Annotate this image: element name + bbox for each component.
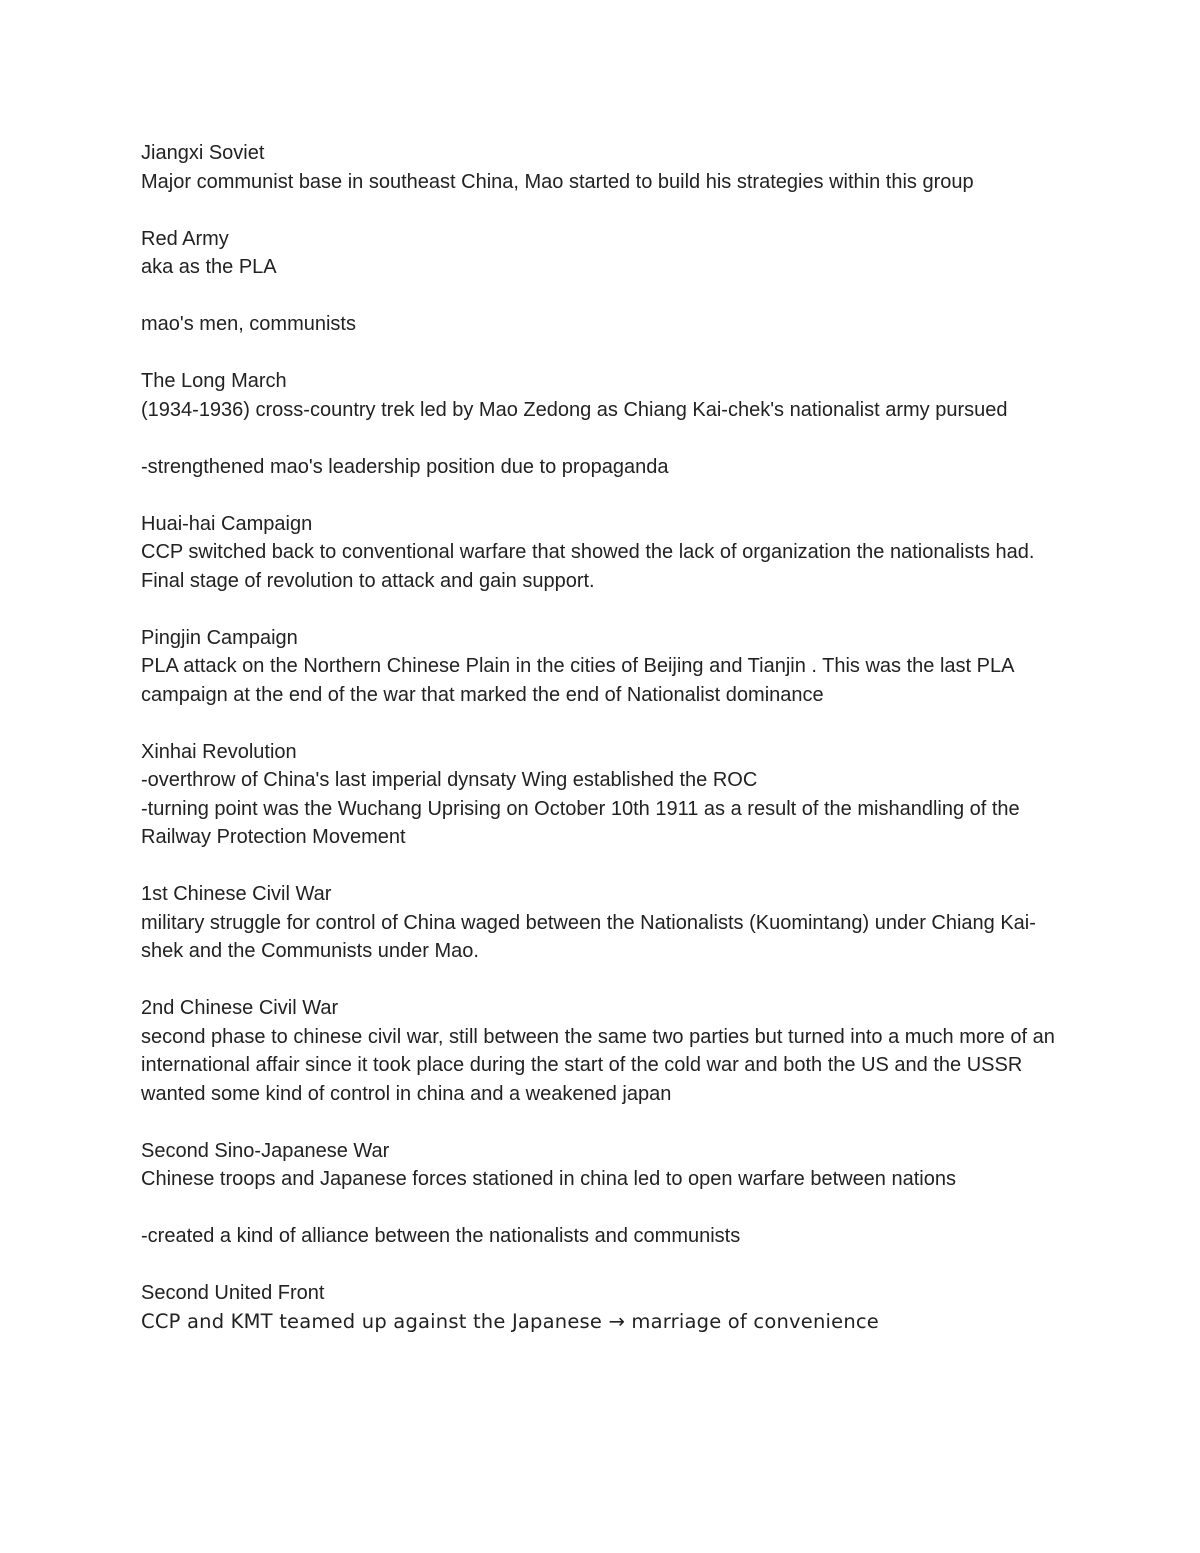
entry xyxy=(141,994,1071,1108)
blank-line xyxy=(141,709,1071,738)
blank-line xyxy=(141,1251,1071,1280)
entry-term: Second Sino-Japanese War xyxy=(141,1139,390,1162)
entry xyxy=(141,1279,1071,1336)
blank-line xyxy=(141,339,1071,368)
entry-term: Huai-hai Campaign xyxy=(141,512,313,535)
entry-text: -overthrow of China's last imperial dynsaty Wing established the ROC xyxy=(141,769,758,791)
entry xyxy=(141,624,1071,710)
entry-text: mao's men, communists xyxy=(141,313,356,335)
entry xyxy=(141,880,1071,966)
entry xyxy=(141,738,1071,852)
blank-line xyxy=(141,852,1071,881)
entry-term: Pingjin Campaign xyxy=(141,626,298,649)
entry-text: military struggle for control of China waged between the Nationalists (Kuomintang) under Chiang Kai-shek and the Communists under Mao. xyxy=(141,911,1036,962)
entry-text: -strengthened mao's leadership position due to propaganda xyxy=(141,455,669,478)
entry-text: CCP and KMT teamed up against the Japanese → marriage of convenience xyxy=(141,1309,879,1333)
entry-text: -turning point was the Wuchang Uprising on October 10th 1911 as a result of the mishandling of the Railway Protection Movement xyxy=(141,797,1026,848)
entry-text: second phase to chinese civil war, still between the same two parties but turned into a much more of an international affair since it took place during the start of the cold war and both the US and the USSR wanted some kind of control in china and a weakened japan xyxy=(141,1025,1061,1105)
entry-text: PLA attack on the Northern Chinese Plain in the cities of Beijing and Tianjin . This was the last PLA campaign at the end of the war that marked the end of Nationalist dominance xyxy=(141,655,1019,706)
blank-line xyxy=(141,1194,1071,1223)
entry-term: The Long March xyxy=(141,370,287,392)
entry-term: Second United Front xyxy=(141,1282,325,1304)
entry xyxy=(141,367,1071,481)
blank-line xyxy=(141,595,1071,624)
entry-term: Jiangxi Soviet xyxy=(141,142,265,164)
entry-term: 1st Chinese Civil War xyxy=(141,883,332,905)
entry xyxy=(141,510,1071,596)
entry-text: (1934-1936) cross-country trek led by Mao Zedong as Chiang Kai-chek's nationalist army pursued xyxy=(141,398,1008,421)
blank-line xyxy=(141,196,1071,225)
blank-line xyxy=(141,424,1071,453)
blank-line xyxy=(141,1108,1071,1137)
blank-line xyxy=(141,481,1071,510)
entry xyxy=(141,225,1071,339)
entry-text: Chinese troops and Japanese forces stationed in china led to open warfare between nations xyxy=(141,1168,956,1190)
entry-text: -created a kind of alliance between the nationalists and communists xyxy=(141,1225,741,1247)
entry-term: Xinhai Revolution xyxy=(141,740,297,763)
document-content xyxy=(141,139,1071,1336)
entry-term: Red Army xyxy=(141,227,229,250)
entry xyxy=(141,1137,1071,1251)
entry-text: CCP switched back to conventional warfare that showed the lack of organization the nationalists had. xyxy=(141,541,1035,563)
blank-line xyxy=(141,966,1071,995)
entry xyxy=(141,139,1071,196)
entry-text: Major communist base in southeast China, Mao started to build his strategies within this group xyxy=(141,170,974,193)
entry-text: aka as the PLA xyxy=(141,256,277,278)
blank-line xyxy=(141,282,1071,311)
entry-term: 2nd Chinese Civil War xyxy=(141,997,339,1019)
entry-text: Final stage of revolution to attack and gain support. xyxy=(141,569,595,592)
